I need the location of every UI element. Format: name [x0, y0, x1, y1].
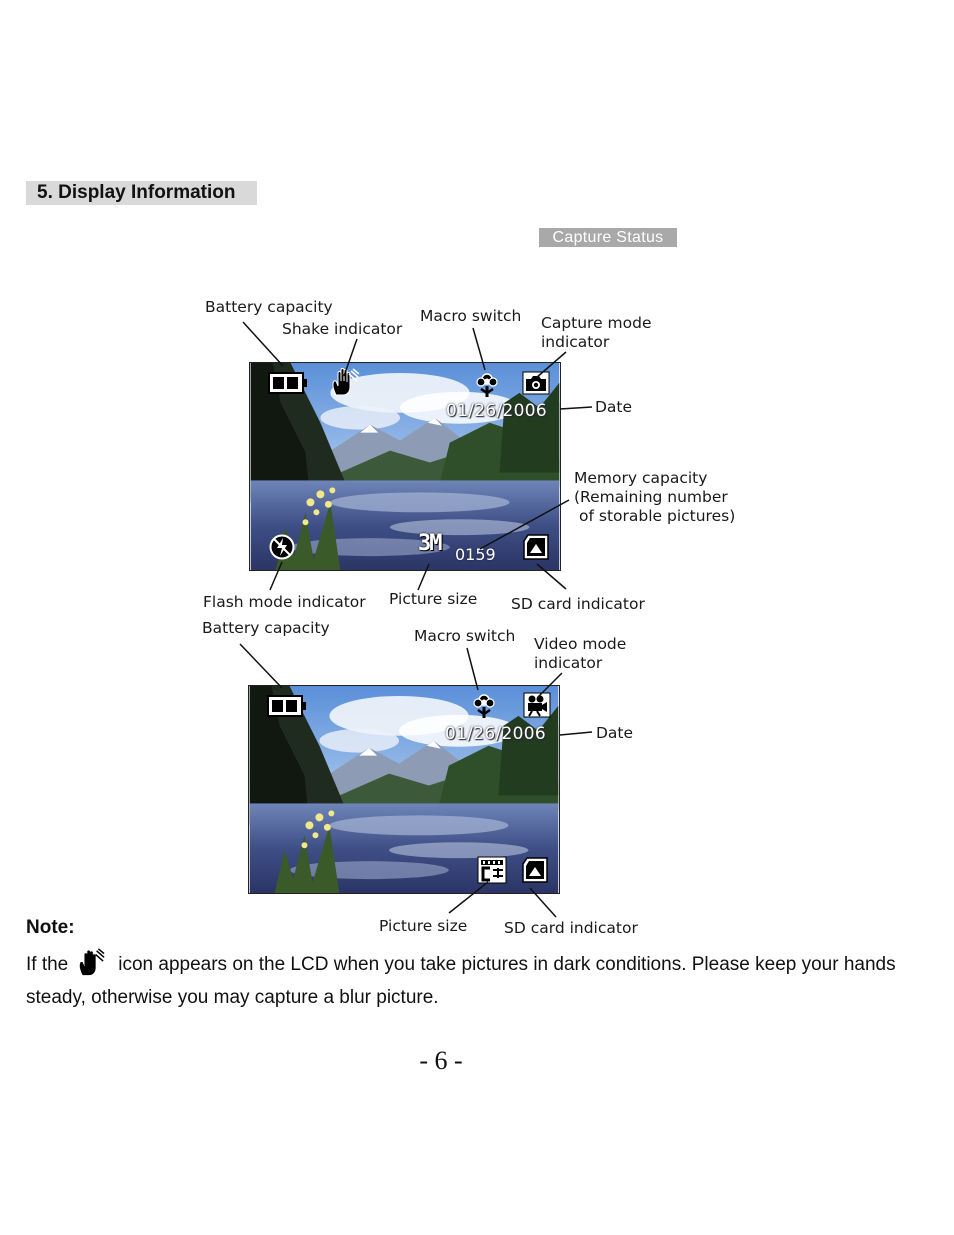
flash-off-icon — [268, 533, 296, 561]
note-body — [26, 948, 906, 1014]
macro-flower-icon — [471, 692, 497, 720]
page-number: - 6 - — [419, 1046, 463, 1075]
label-battery-capacity-video: Battery capacity — [202, 619, 330, 637]
capture-status-tag: Capture Status — [539, 228, 677, 247]
label-shake-indicator: Shake indicator — [282, 320, 403, 338]
label-sd-card-indicator-video: SD card indicator — [504, 919, 638, 937]
label-sd-card-indicator: SD card indicator — [511, 595, 645, 613]
note-text-before: If the — [26, 954, 69, 975]
battery-icon — [267, 694, 307, 718]
label-capture-mode-indicator: Capture mode indicator — [541, 314, 652, 351]
label-memory-capacity: Memory capacity — [574, 469, 708, 487]
label-flash-mode-indicator: Flash mode indicator — [203, 593, 366, 611]
label-macro-switch: Macro switch — [420, 307, 522, 325]
capture-lcd-screen — [249, 362, 561, 571]
video-size-icon — [477, 856, 507, 884]
label-date: Date — [595, 398, 633, 416]
picture-size-display: 3M — [418, 531, 441, 556]
label-date-video: Date — [596, 724, 634, 742]
section-title: 5. Display Information — [26, 181, 257, 205]
remaining-count-display: 0159 — [455, 545, 496, 564]
label-picture-size: Picture size — [389, 590, 478, 608]
video-lcd-screen — [248, 685, 560, 894]
label-macro-switch-video: Macro switch — [414, 627, 516, 645]
label-picture-size-video: Picture size — [379, 917, 468, 935]
label-battery-capacity: Battery capacity — [205, 298, 333, 316]
shake-hand-icon — [76, 948, 106, 976]
macro-flower-icon — [474, 371, 500, 399]
note-title: Note: — [26, 917, 75, 938]
sd-card-icon — [521, 856, 549, 884]
date-display: 01/26/2006 — [445, 724, 546, 744]
camera-icon — [522, 371, 550, 395]
note-text-after: icon appears on the LCD when you take pictures in dark conditions. Please keep your hands steady, otherwise you may capture a blur picture. — [26, 954, 896, 1008]
battery-icon — [268, 371, 308, 395]
label-memory-storable: of storable pictures) — [579, 507, 736, 525]
shake-hand-icon — [330, 367, 360, 397]
sd-card-icon — [522, 533, 550, 561]
date-display: 01/26/2006 — [446, 401, 547, 421]
video-camera-icon — [523, 692, 551, 718]
label-video-mode-indicator: Video mode indicator — [534, 635, 627, 672]
label-memory-remaining: (Remaining number — [574, 488, 728, 506]
